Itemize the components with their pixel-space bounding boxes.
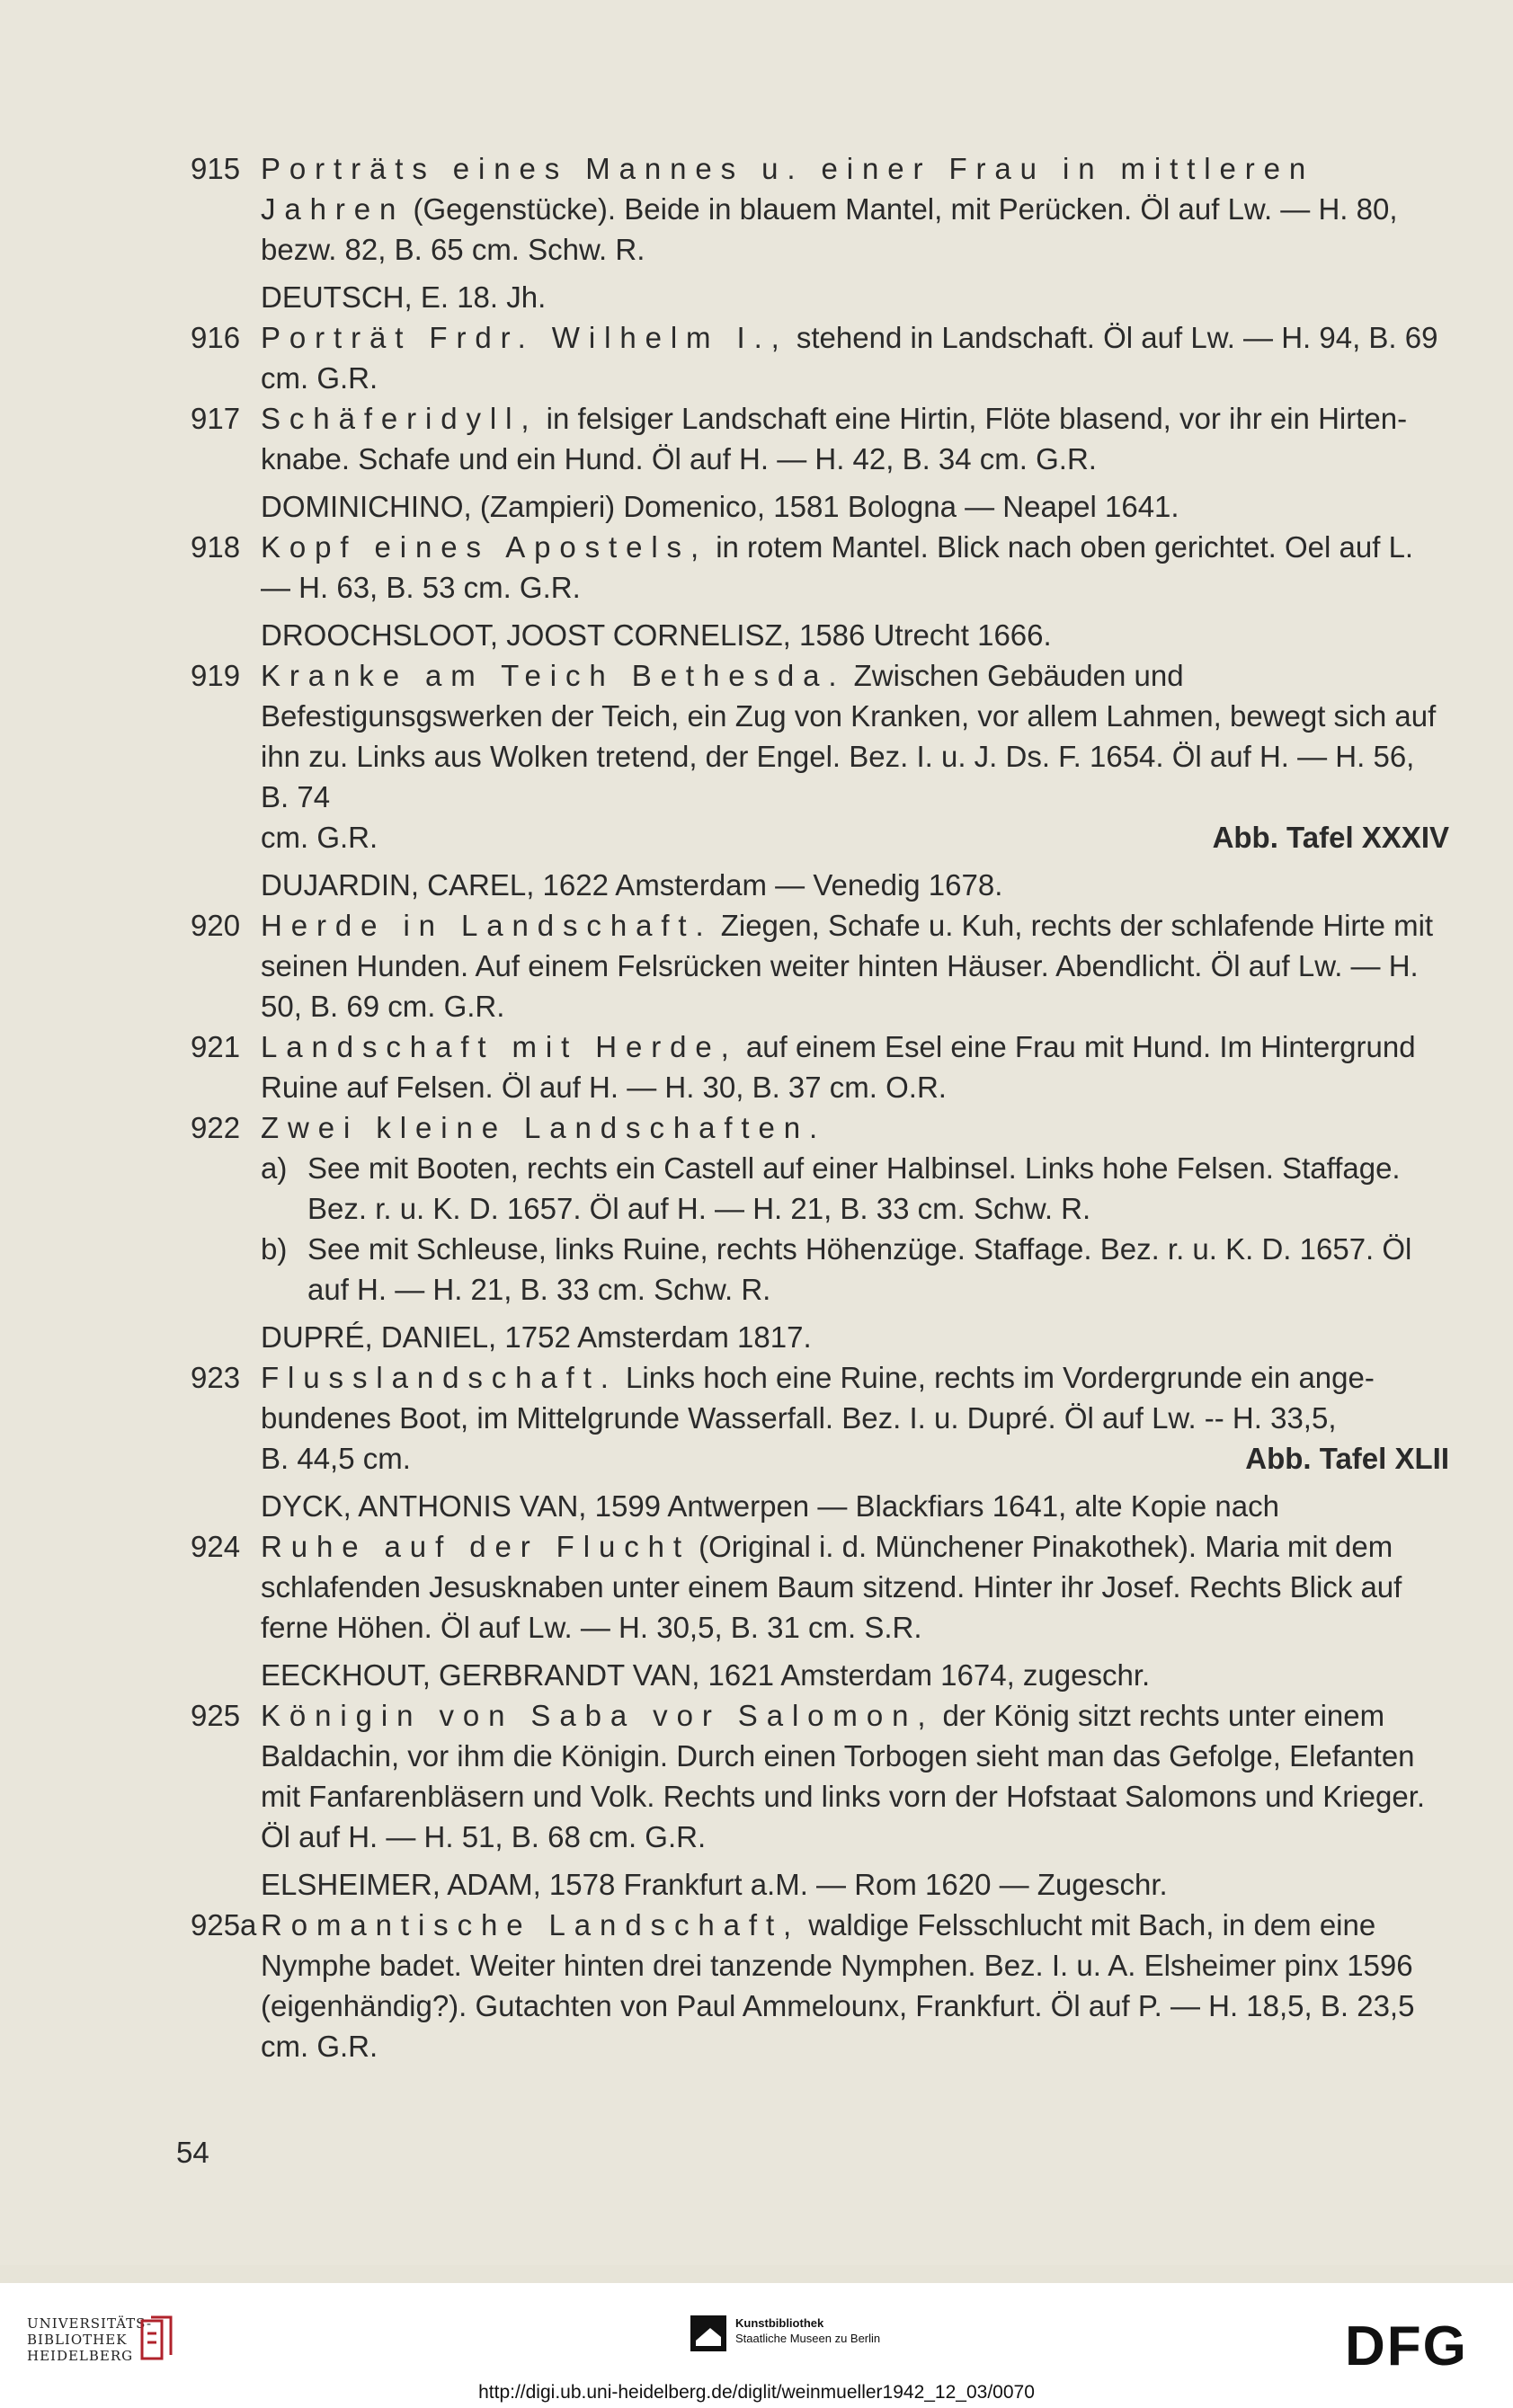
catalog-entry (191, 1905, 1449, 2066)
entry-body (261, 1905, 1449, 2066)
lot-title: Kopf eines Apostels, (261, 530, 708, 564)
catalog-entry (191, 1107, 1449, 1310)
plate-reference: Abb. Tafel XLII (1245, 1442, 1449, 1475)
viewer-footer (0, 2283, 1513, 2408)
lot-number: 922 (191, 1111, 241, 1144)
sub-item-label: a) (261, 1151, 288, 1185)
kunstbibliothek-logo-icon (690, 2315, 726, 2351)
lot-description: (Gegenstücke). Beide in blauem Mantel, mit Perücken. Öl auf Lw. — H. 80, bezw. 82, B. 65 cm. Schw. R. (261, 192, 1398, 266)
uni-line-3: HEIDELBERG (27, 2348, 134, 2364)
lot-description: waldige Felsschlucht mit Bach, in dem eine Nymphe badet. Weiter hinten drei tanzende Nymphen. Bez. I. u. A. Elsheimer pinx 1596 (eigenhändig?). Gutachten von Paul Ammelounx, Frankfurt. Öl auf P. — H. 18,5, B. 23,5 cm. G.R. (261, 1908, 1415, 2063)
entry-body (261, 527, 1449, 608)
catalog-entry (191, 317, 1449, 398)
entry-last-line (261, 1438, 1449, 1479)
lot-number: 916 (191, 321, 241, 354)
catalog-text (191, 148, 1449, 2066)
lot-number: 915 (191, 152, 241, 185)
entry-body (261, 1695, 1449, 1857)
lot-number: 924 (191, 1530, 241, 1563)
lot-number: 921 (191, 1030, 241, 1063)
entry-body (261, 317, 1449, 398)
lot-number: 919 (191, 659, 241, 692)
university-logo-icon (135, 2315, 176, 2364)
lot-description: Links hoch eine Ruine, rechts im Vordergrunde ein angebundenes Boot, im Mittelgrunde Wasserfall. Bez. I. u. Dupré. Öl auf Lw. -- H. 33,5, (261, 1361, 1375, 1435)
sub-item-text: See mit Booten, rechts ein Castell auf einer Halbinsel. Links hohe Felsen. Staffage. Bez. r. u. K. D. 1657. Öl auf H. — H. 21, B. 33 cm. Schw. R. (307, 1151, 1401, 1225)
catalog-entry (191, 148, 1449, 270)
artist-heading: EECKHOUT, GERBRANDT VAN, 1621 Amsterdam 1674, zugeschr. (261, 1658, 1151, 1692)
artist-heading: DROOCHSLOOT, JOOST CORNELISZ, 1586 Utrecht 1666. (261, 618, 1052, 652)
permalink-url[interactable]: http://digi.ub.uni-heidelberg.de/diglit/weinmueller1942_12_03/0070 (478, 2382, 1035, 2403)
artist-heading: DEUTSCH, E. 18. Jh. (261, 280, 547, 314)
kunstbibliothek-label (735, 2315, 880, 2346)
sub-item (261, 1148, 1449, 1229)
lot-description: in rotem Mantel. Blick nach oben gerichtet. Oel auf L. — H. 63, B. 53 cm. G.R. (261, 530, 1414, 604)
entry-body (261, 1026, 1449, 1107)
lot-title: Flusslandschaft. (261, 1361, 618, 1394)
sub-item-label: b) (261, 1232, 288, 1266)
entry-last-line (261, 817, 1449, 857)
entry-body (261, 655, 1449, 817)
catalog-entry (191, 905, 1449, 1026)
lot-number: 917 (191, 402, 241, 435)
lot-number: 923 (191, 1361, 241, 1394)
lot-description: stehend in Landschaft. Öl auf Lw. — H. 94, B. 69 cm. G.R. (261, 321, 1438, 395)
lot-title: Porträts eines Mannes u. einer Frau in mittleren Jahren (261, 152, 1315, 226)
lot-description: (Original i. d. Münchener Pinakothek). Maria mit dem schlafenden Jesusknaben unter einem Baum sitzend. Hinter ihr Josef. Rechts Blick auf ferne Höhen. Öl auf Lw. — H. 30,5, B. 31 cm. S.R. (261, 1530, 1402, 1644)
lot-title: Königin von Saba vor Salomon, (261, 1699, 935, 1732)
entry-body (261, 1107, 1449, 1148)
lot-description: Zwischen Gebäuden und Befestigunsgswerken der Teich, ein Zug von Kranken, vor allem Lahmen, bewegt sich auf ihn zu. Links aus Wolken tretend, der Engel. Bez. I. u. J. Ds. F. 1654. Öl auf H. — H. 56, B. 74 (261, 659, 1437, 813)
entry-body (261, 1526, 1449, 1648)
catalog-entry (191, 1026, 1449, 1107)
entry-body (261, 148, 1449, 270)
sub-item (261, 1229, 1449, 1310)
entry-body (261, 398, 1449, 479)
lot-title: Zwei kleine Landschaften. (261, 1111, 827, 1144)
catalog-entry (191, 1695, 1449, 1857)
lot-number: 918 (191, 530, 241, 564)
lot-title: Schäferidyll, (261, 402, 538, 435)
dfg-logo: DFG (1345, 2315, 1468, 2377)
lot-description-end: cm. G.R. (261, 821, 378, 854)
kb-subtitle: Staatliche Museen zu Berlin (735, 2332, 881, 2345)
lot-title: Herde in Landschaft. (261, 909, 713, 942)
catalog-entry (191, 398, 1449, 479)
lot-title: Porträt Frdr. Wilhelm I., (261, 321, 788, 354)
lot-description: der König sitzt rechts unter einem Baldachin, vor ihm die Königin. Durch einen Torbogen sieht man das Gefolge, Elefanten mit Fanfarenbläsern und Volk. Rechts und links vorn der Hofstaat Salomons und Krieger. Öl auf H. — H. 51, B. 68 cm. G.R. (261, 1699, 1426, 1853)
uni-line-2: BIBLIOTHEK (27, 2332, 128, 2348)
lot-number: 920 (191, 909, 241, 942)
artist-heading: DUJARDIN, CAREL, 1622 Amsterdam — Venedig 1678. (261, 868, 1003, 902)
lot-description: auf einem Esel eine Frau mit Hund. Im Hintergrund Ruine auf Felsen. Öl auf H. — H. 30, B. 37 cm. O.R. (261, 1030, 1416, 1104)
lot-title: Romantische Landschaft, (261, 1908, 801, 1942)
uni-line-1: UNIVERSITÄTS- (27, 2315, 153, 2332)
entry-body (261, 1357, 1449, 1438)
catalog-entry (191, 1526, 1449, 1648)
artist-heading: DOMINICHINO, (Zampieri) Domenico, 1581 Bologna — Neapel 1641. (261, 490, 1179, 523)
catalog-entry (191, 527, 1449, 608)
catalog-entry (191, 1357, 1449, 1479)
entry-body (261, 905, 1449, 1026)
kb-title: Kunstbibliothek (735, 2316, 824, 2330)
lot-number: 925a (191, 1908, 257, 1942)
plate-reference: Abb. Tafel XXXIV (1212, 821, 1449, 854)
university-library-label (27, 2315, 152, 2364)
artist-heading: DUPRÉ, DANIEL, 1752 Amsterdam 1817. (261, 1320, 812, 1354)
lot-description-end: B. 44,5 cm. (261, 1442, 411, 1475)
lot-description: in felsiger Landschaft eine Hirtin, Flöte blasend, vor ihr ein Hirtenknabe. Schafe und ein Hund. Öl auf H. — H. 42, B. 34 cm. G.R. (261, 402, 1408, 475)
lot-description: Ziegen, Schafe u. Kuh, rechts der schlafende Hirte mit seinen Hunden. Auf einem Felsrücken weiter hinten Häuser. Abendlicht. Öl auf Lw. — H. 50, B. 69 cm. G.R. (261, 909, 1434, 1023)
artist-heading: ELSHEIMER, ADAM, 1578 Frankfurt a.M. — Rom 1620 — Zugeschr. (261, 1868, 1168, 1901)
lot-title: Kranke am Teich Bethesda. (261, 659, 846, 692)
page-number: 54 (176, 2136, 209, 2169)
catalog-entry (191, 655, 1449, 857)
sub-item-text: See mit Schleuse, links Ruine, rechts Höhenzüge. Staffage. Bez. r. u. K. D. 1657. Öl auf H. — H. 21, B. 33 cm. Schw. R. (307, 1232, 1412, 1306)
artist-heading: DYCK, ANTHONIS VAN, 1599 Antwerpen — Blackfiars 1641, alte Kopie nach (261, 1489, 1279, 1523)
lot-title: Landschaft mit Herde, (261, 1030, 738, 1063)
lot-title: Ruhe auf der Flucht (261, 1530, 690, 1563)
lot-number: 925 (191, 1699, 241, 1732)
